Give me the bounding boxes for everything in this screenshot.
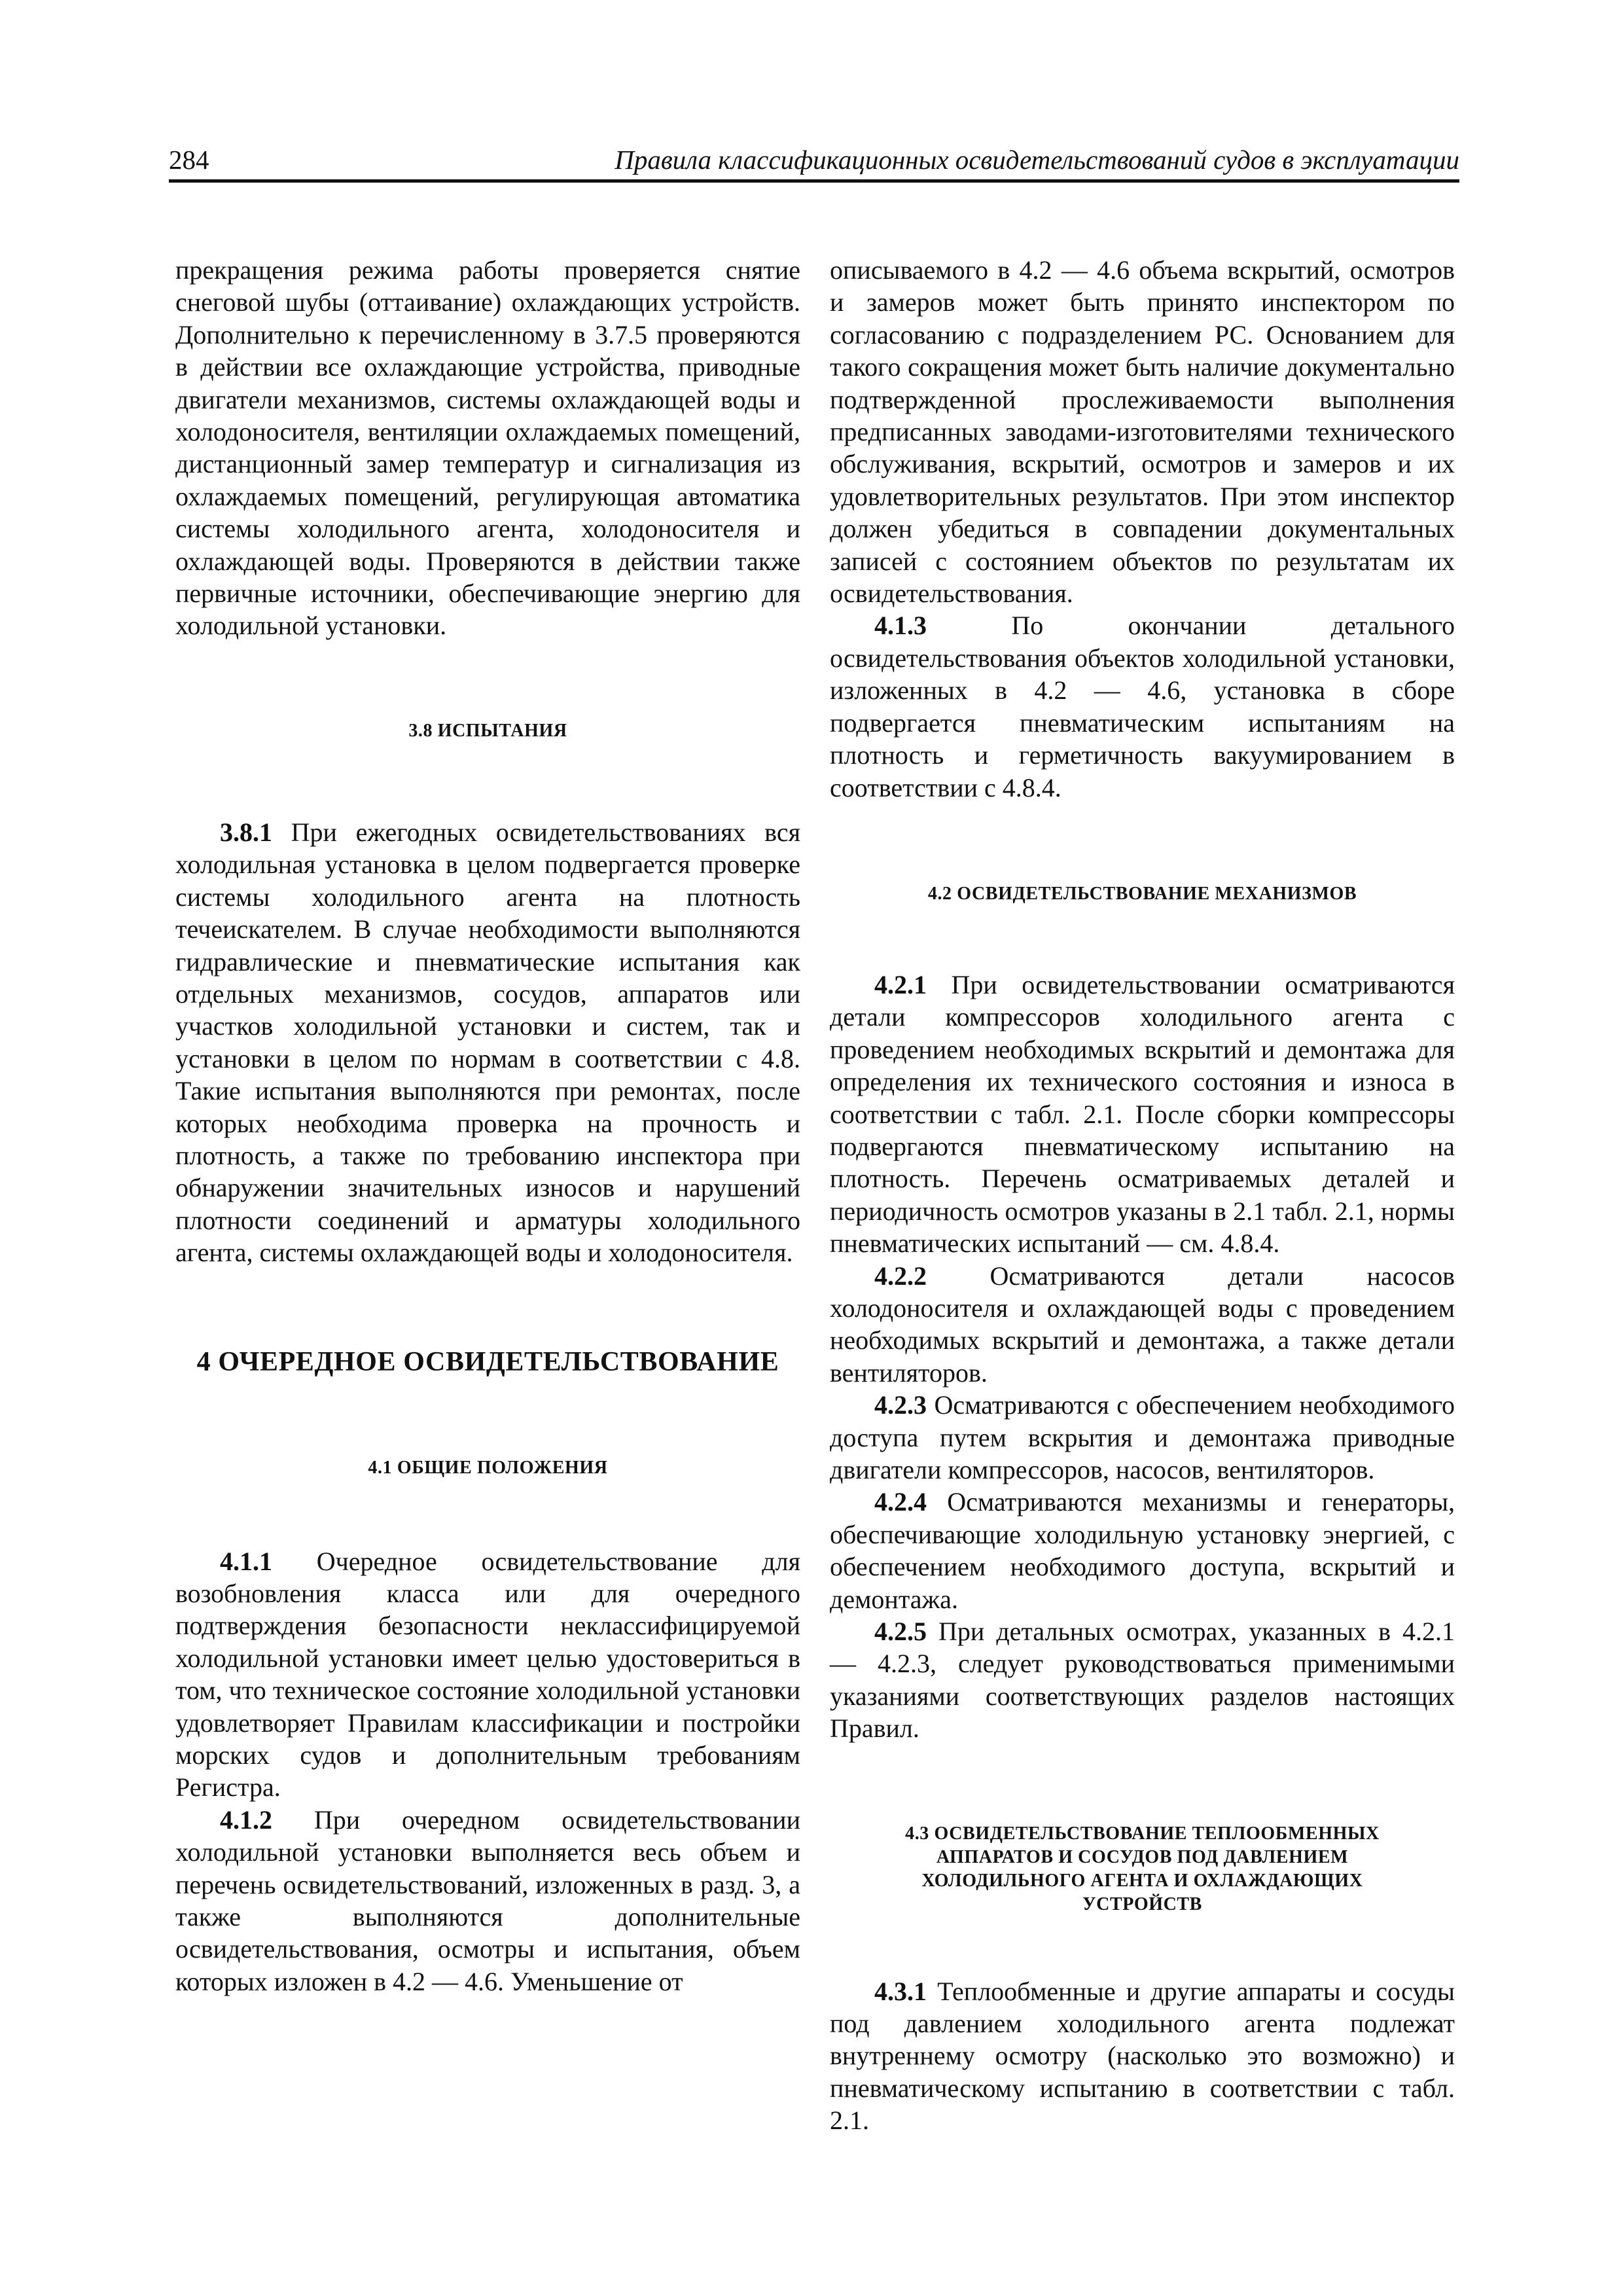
paragraph-intro-continuation: прекращения режима работы проверяется снятие снеговой шубы (оттаивание) охлаждающих устройств. Дополнительно к перечисленному в 3.7.5 проверяются в действии все охлаждающие устройства, приводные двигатели механизмов, системы охлаждающей воды и холодоносителя, вентиляции охлаждаемых помещений, дистанционный замер температур и сигнализация из охлаждаемых помещений, регулирующая автоматика системы холодильного агента, холодоносителя и охлаждающей воды. Проверяются в действии также первичные источники, обеспечивающие энергию для холодильной установки.: [175, 255, 800, 641]
paragraph-4-1-2-continuation: описываемого в 4.2 — 4.6 объема вскрытий, осмотров и замеров может быть принято инспектором по согласованию с подразделением РС. Основанием для такого сокращения может быть наличие документально подтвержденной прослеживаемости выполнения предписанных заводами-изготовителями технического обслуживания, вскрытий, осмотров и замеров и их удовлетворительных результатов. При этом инспектор должен убедиться в совпадении документальных записей с состоянием объектов по результатам их освидетельствования.: [830, 255, 1455, 609]
right-column: [830, 254, 1455, 2137]
paragraph-4-2-5: [830, 1615, 1455, 1745]
paragraph-4-2-2: [830, 1260, 1455, 1390]
paragraph-4-2-1: [830, 969, 1455, 1260]
paragraph-4-2-3: [830, 1389, 1455, 1486]
clause-text: По окончании детального освидетельствования объектов холодильной установки, изложенных в 4.2 — 4.6, установка в сборе подвергается пневматическим испытаниям на плотность и герметичность вакуумированием в соответствии с 4.8.4.: [830, 611, 1455, 802]
paragraph-4-3-1: [830, 1975, 1455, 2137]
clause-number: 4.2.2: [874, 1261, 927, 1291]
clause-number: 4.1.3: [874, 611, 927, 641]
clause-number: 4.3.1: [874, 1976, 927, 2006]
paragraph-4-1-2: [175, 1804, 800, 1998]
left-column: [175, 254, 800, 1998]
clause-text: При ежегодных освидетельствованиях вся холодильная установка в целом подвергается проверке системы холодильного агента на плотность течеискателем. В случае необходимости выполняются гидравлические и пневматические испытания как отдельных механизмов, сосудов, аппаратов или участков холодильной установки и систем, так и установки в целом по нормам в соответствии с 4.8. Такие испытания выполняются при ремонтах, после которых необходима проверка на прочность и плотность, а также по требованию инспектора при обнаружении значительных износов и нарушений плотности соединений и арматуры холодильного агента, системы охлаждающей воды и холодоносителя.: [175, 817, 800, 1268]
clause-text: Теплообменные и другие аппараты и сосуды под давлением холодильного агента подлежат внутреннему осмотру (насколько это возможно) и пневматическому испытанию в соответствии с табл. 2.1.: [830, 1976, 1455, 2136]
clause-number: 4.1.1: [220, 1546, 272, 1576]
paragraph-3-8-1: [175, 816, 800, 1269]
paragraph-4-2-4: [830, 1486, 1455, 1615]
chapter-heading-4: 4 ОЧЕРЕДНОЕ ОСВИДЕТЕЛЬСТВОВАНИЕ: [196, 1346, 779, 1377]
section-heading-4-2: 4.2 ОСВИДЕТЕЛЬСТВОВАНИЕ МЕХАНИЗМОВ: [927, 883, 1357, 904]
clause-number: 4.2.3: [874, 1390, 927, 1420]
section-heading-4-1: 4.1 ОБЩИЕ ПОЛОЖЕНИЯ: [368, 1457, 608, 1478]
running-title: Правила классификационных освидетельствований судов в эксплуатации: [615, 145, 1459, 175]
page-header: [169, 137, 1459, 183]
paragraph-4-1-3: [830, 609, 1455, 803]
clause-text: При детальных осмотрах, указанных в 4.2.1 — 4.2.3, следует руководствоваться применимыми указаниями соответствующих разделов настоящих Правил.: [830, 1617, 1455, 1744]
section-heading-3-8: 3.8 ИСПЫТАНИЯ: [408, 720, 567, 741]
section-heading-4-3: 4.3 ОСВИДЕТЕЛЬСТВОВАНИЕ ТЕПЛООБМЕННЫХ АППАРАТОВ И СОСУДОВ ПОД ДАВЛЕНИЕМ ХОЛОДИЛЬНОГО АГЕНТА И ОХЛАЖДАЮЩИХ УСТРОЙСТВ: [905, 1823, 1380, 1914]
clause-text: Осматриваются детали насосов холодоносителя и охлаждающей воды с проведением необходимых вскрытий и демонтажа, а также детали вентиляторов.: [830, 1261, 1455, 1388]
paragraph-4-1-1: [175, 1545, 800, 1804]
clause-text: При очередном освидетельствовании холодильной установки выполняется весь объем и перечень освидетельствований, изложенных в разд. 3, а также выполняются дополнительные освидетельствования, осмотры и испытания, объем которых изложен в 4.2 — 4.6. Уменьшение от: [175, 1804, 800, 1996]
clause-number: 4.2.4: [874, 1487, 927, 1517]
clause-number: 4.2.1: [874, 969, 927, 999]
clause-text: Очередное освидетельствование для возобновления класса или для очередного подтверждения безопасности неклассифицируемой холодильной установки имеет целью удостовериться в том, что техническое состояние холодильной установки удовлетворяет Правилам классификации и постройки морских судов и дополнительным требованиям Регистра.: [175, 1546, 800, 1803]
clause-number: 3.8.1: [220, 817, 272, 847]
clause-text: Осматриваются с обеспечением необходимого доступа путем вскрытия и демонтажа приводные двигатели компрессоров, насосов, вентиляторов.: [830, 1390, 1455, 1484]
clause-number: 4.2.5: [874, 1617, 927, 1647]
page-number: 284: [169, 145, 209, 175]
clause-text: Осматриваются механизмы и генераторы, обеспечивающие холодильную установку энергией, с обеспечением необходимого доступа, вскрытий и демонтажа.: [830, 1487, 1455, 1614]
clause-text: При освидетельствовании осматриваются детали компрессоров холодильного агента с проведением необходимых вскрытий и демонтажа для определения их технического состояния и износа в соответствии с табл. 2.1. После сборки компрессоры подвергаются пневматическому испытанию на плотность. Перечень осматриваемых деталей и периодичность осмотров указаны в 2.1 табл. 2.1, нормы пневматических испытаний — см. 4.8.4.: [830, 969, 1455, 1259]
clause-number: 4.1.2: [220, 1804, 272, 1835]
